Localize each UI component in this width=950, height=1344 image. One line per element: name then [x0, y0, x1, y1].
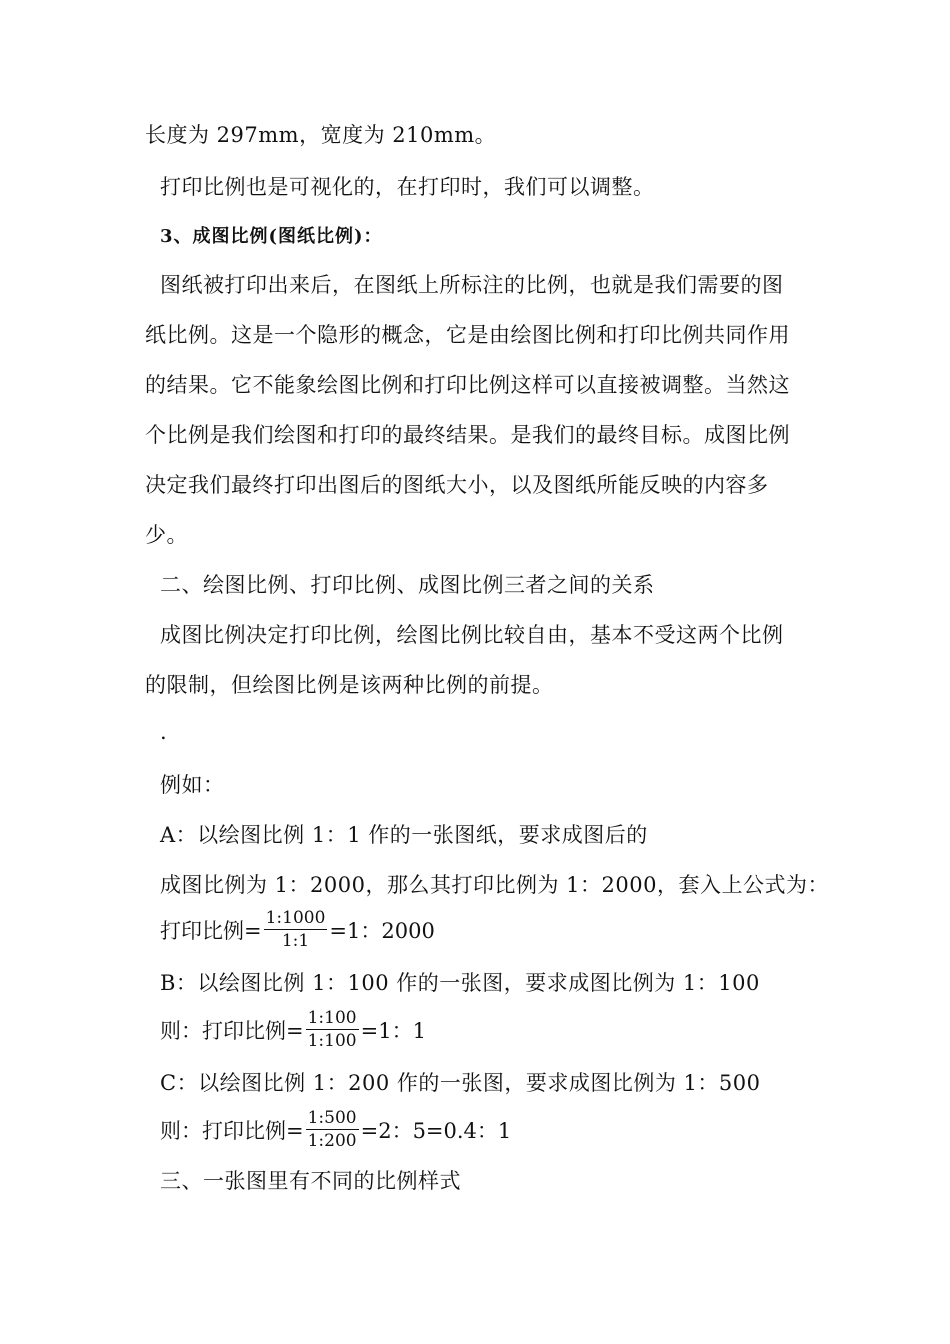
formula-prefix: 则：打印比例=	[160, 1118, 304, 1143]
formula-a	[160, 908, 435, 951]
fraction-denominator: 1:100	[307, 1031, 357, 1051]
paragraph-text: 成图比例决定打印比例，绘图比例比较自由，基本不受这两个比例	[160, 623, 784, 647]
paragraph-print-scale: 打印比例也是可视化的，在打印时，我们可以调整。	[160, 175, 655, 199]
formula-b	[160, 1008, 426, 1051]
paragraph-text: 个比例是我们绘图和打印的最终结果。是我们的最终目标。成图比例	[145, 423, 790, 447]
formula-suffix: =1：2000	[329, 918, 435, 943]
fraction-numerator: 1:100	[307, 1008, 357, 1028]
example-a-line: 成图比例为 1：2000，那么其打印比例为 1：2000，套入上公式为：	[160, 873, 829, 897]
formula-suffix: =2：5=0.4：1	[360, 1118, 512, 1143]
example-c-line: C：以绘图比例 1：200 作的一张图，要求成图比例为 1：500	[160, 1071, 761, 1095]
paragraph-text: 的限制，但绘图比例是该两种比例的前提。	[145, 673, 554, 697]
fraction-numerator: 1:1000	[265, 908, 326, 928]
paragraph-text: 图纸被打印出来后，在图纸上所标注的比例，也就是我们需要的图	[160, 273, 784, 297]
example-a-line: A：以绘图比例 1：1 作的一张图纸，要求成图后的	[160, 823, 648, 847]
section-heading-three: 三、一张图里有不同的比例样式	[160, 1169, 461, 1193]
fraction	[264, 908, 328, 951]
dot-mark: .	[160, 720, 167, 744]
section-heading-two: 二、绘图比例、打印比例、成图比例三者之间的关系	[160, 573, 655, 597]
example-b-line: B：以绘图比例 1：100 作的一张图，要求成图比例为 1：100	[160, 971, 760, 995]
paragraph-paper-size: 长度为 297mm，宽度为 210mm。	[145, 123, 497, 147]
fraction-denominator: 1:200	[307, 1131, 357, 1151]
formula-c	[160, 1108, 511, 1151]
fraction	[306, 1108, 359, 1151]
heading-drawing-scale: 3、成图比例(图纸比例)：	[160, 226, 383, 247]
fraction-numerator: 1:500	[307, 1108, 357, 1128]
paragraph-text: 纸比例。这是一个隐形的概念，它是由绘图比例和打印比例共同作用	[145, 323, 790, 347]
fraction	[306, 1008, 359, 1051]
paragraph-text: 的结果。它不能象绘图比例和打印比例这样可以直接被调整。当然这	[145, 373, 790, 397]
example-label: 例如：	[160, 773, 225, 797]
formula-prefix: 打印比例=	[160, 918, 262, 943]
paragraph-text: 少。	[145, 523, 188, 547]
formula-prefix: 则：打印比例=	[160, 1018, 304, 1043]
fraction-denominator: 1:1	[281, 931, 310, 951]
formula-suffix: =1：1	[360, 1018, 426, 1043]
paragraph-text: 决定我们最终打印出图后的图纸大小，以及图纸所能反映的内容多	[145, 473, 769, 497]
